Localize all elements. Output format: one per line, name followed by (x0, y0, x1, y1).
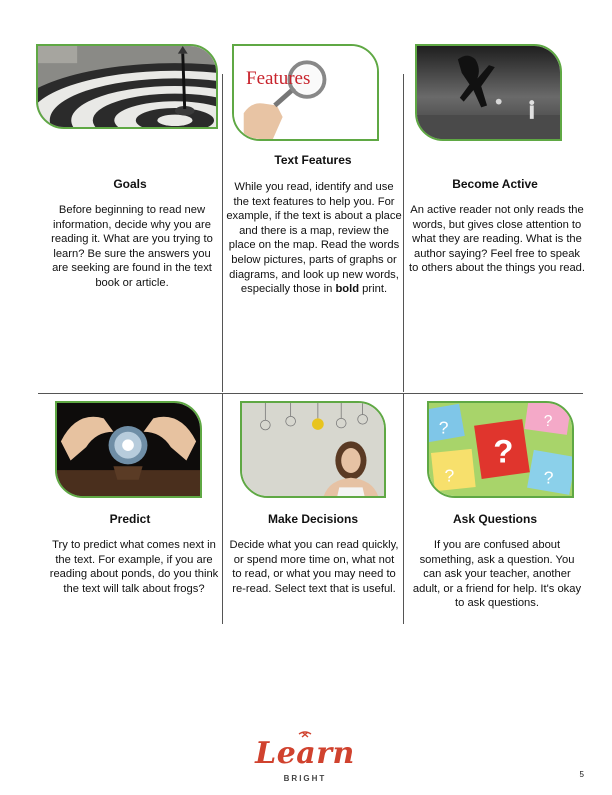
dartboard-target-icon (38, 46, 216, 127)
make-decisions-heading: Make Decisions (267, 512, 359, 526)
ask-questions-heading: Ask Questions (452, 512, 538, 526)
divider-horizontal (38, 393, 583, 394)
become-active-image (415, 44, 562, 141)
goals-heading: Goals (113, 177, 147, 191)
svg-text:?: ? (444, 465, 455, 486)
soccer-kick-silhouette-icon (417, 46, 560, 139)
goals-body: Before beginning to read new information, decide why you are reading it. What are you trying to learn? Be sure the answers you are seeking are found in the text book or article. (51, 204, 213, 289)
divider-vertical-right (403, 74, 404, 392)
goals-image (36, 44, 218, 129)
learn-bright-logo (250, 730, 360, 790)
predict-heading: Predict (109, 512, 151, 526)
predict-body: Try to predict what comes next in the text. For example, if you are reading about ponds, do you think the text will talk about frogs? (49, 539, 219, 595)
svg-text:?: ? (493, 432, 514, 470)
svg-text:?: ? (438, 417, 449, 438)
svg-text:?: ? (543, 413, 553, 430)
logo-learn: Learn (255, 736, 355, 771)
magnifying-glass-icon (234, 46, 377, 139)
predict-image (55, 401, 202, 498)
become-active-body: An active reader not only reads the words, but gives close attention to what they are reading. What is the author saying? Feel free to speak to others about the things you read. (409, 204, 586, 275)
make-decisions-image (240, 401, 386, 498)
features-word: Features (246, 68, 311, 89)
ask-questions-image (427, 401, 574, 498)
bold-word: bold (335, 283, 360, 296)
svg-text:?: ? (543, 467, 554, 488)
divider-vertical-left-bottom (222, 394, 223, 624)
divider-vertical-left (222, 74, 223, 392)
page-number: 5 (579, 770, 584, 779)
become-active-heading: Become Active (452, 177, 538, 191)
divider-vertical-right-bottom (403, 394, 404, 624)
crystal-ball-icon (57, 403, 200, 496)
thinking-woman-lightbulbs-icon (242, 403, 384, 496)
text-features-body: While you read, identify and use the text features to help you. For example, if the text is about a place and there is a map, review the place on the map. Read the words below pictures, parts of graphs or diagrams, and look up new words, especially those in bold print. (226, 181, 402, 296)
text-features-image (232, 44, 379, 141)
make-decisions-body: Decide what you can read quickly, or spend more time on, what not to read, or what you may need to re-read. Select text that is useful. (229, 539, 399, 595)
ask-questions-body: If you are confused about something, ask a question. You can ask your teacher, another adult, or a friend for help. It's okay to ask questions. (412, 539, 582, 610)
question-mark-notes-icon (429, 403, 572, 496)
text-features-heading: Text Features (274, 153, 352, 167)
logo-bright: BRIGHT (283, 774, 327, 783)
